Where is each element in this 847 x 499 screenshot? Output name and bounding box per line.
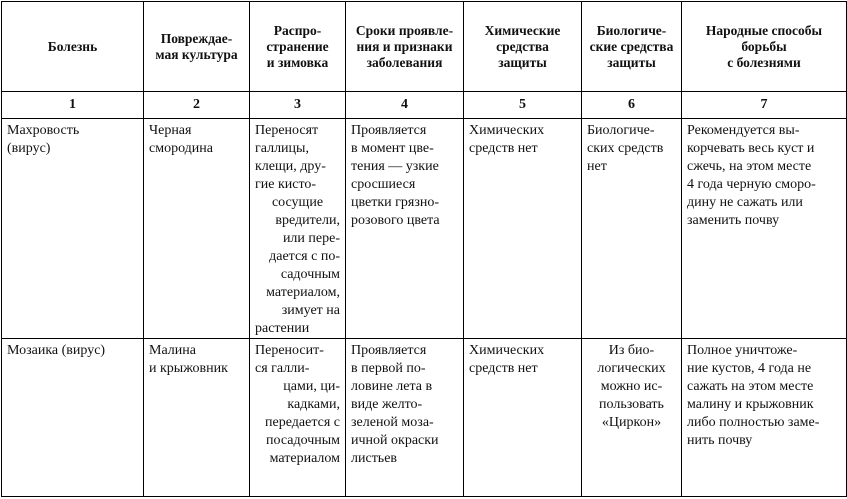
cell-line: передается с [265, 415, 340, 430]
header-line: и зимовка [266, 54, 329, 70]
cell-line: дается с по- [269, 249, 340, 264]
header-line: с болезнями [727, 54, 801, 70]
cell-line: либо полностью заме- [687, 415, 820, 430]
cell-line: цами, ци- [283, 379, 340, 394]
header-line: борьбы [741, 38, 787, 54]
cell-line: Переносят [255, 123, 319, 138]
column-number: 2 [144, 92, 250, 119]
header-line: заболевания [366, 54, 443, 70]
cell-line: «Циркон» [601, 415, 662, 430]
header-line: ния и признаки [356, 38, 453, 54]
column-number: 4 [346, 92, 464, 119]
table-row [2, 339, 847, 497]
cell-line: материалом, [266, 285, 340, 300]
cell-line: нить почву [687, 433, 753, 448]
header-folk [682, 2, 847, 92]
cell-line: логических [597, 361, 666, 376]
column-number: 1 [2, 92, 144, 119]
cell-line: гие кисто- [255, 177, 317, 192]
cell-line: пользовать [599, 397, 664, 412]
cell-line: виде желто- [351, 397, 423, 412]
cell-line: кадками, [287, 397, 340, 412]
header-biological [582, 2, 682, 92]
cell-line: сросшиеся [351, 177, 416, 192]
disease-table [1, 1, 847, 497]
cell-line: Химических [469, 123, 545, 138]
header-line: Народные способы [705, 22, 823, 38]
cell-line: в момент цве- [351, 141, 434, 156]
header-line: ские средства [589, 38, 674, 54]
cell-line: Рекомендуется вы- [687, 123, 800, 138]
header-line: мая культура [155, 46, 238, 62]
cell-symptoms [346, 339, 464, 497]
header-spread [250, 2, 346, 92]
cell-line: растении [255, 321, 310, 336]
cell-line: сосущие [271, 195, 324, 210]
cell-line: нет [587, 159, 607, 174]
cell-line: галлицы, [255, 141, 309, 156]
header-line: средства [496, 38, 549, 54]
cell-line: ских средств [587, 141, 664, 156]
cell-folk [682, 119, 847, 339]
header-line: Биологиче- [596, 22, 667, 38]
cell-line: или пере- [282, 231, 340, 246]
table-row [2, 119, 847, 339]
cell-line: розового цвета [351, 213, 440, 228]
cell-line: заменить почву [687, 213, 780, 228]
cell-line: материалом [269, 451, 340, 466]
header-row [2, 2, 847, 92]
cell-spread [250, 119, 346, 339]
cell-line: сжечь, на этом месте [687, 159, 812, 174]
cell-line: садочным [280, 267, 340, 282]
cell-line: в первой по- [351, 361, 426, 376]
header-crop [144, 2, 250, 92]
cell-chemical [464, 119, 582, 339]
cell-disease [2, 119, 144, 339]
cell-line: дину не сажать или [687, 195, 803, 210]
cell-line: малину и крыжовник [687, 397, 814, 412]
cell-line: Малина [149, 343, 196, 358]
header-disease [2, 2, 144, 92]
cell-line: ичной окраски [351, 433, 439, 448]
cell-line: средств нет [469, 141, 538, 156]
cell-line: Черная [149, 123, 192, 138]
cell-line: цветки грязно- [351, 195, 440, 210]
cell-line: клещи, дру- [255, 159, 326, 174]
cell-line: Биологиче- [587, 123, 655, 138]
cell-line: зимует на [281, 303, 340, 318]
header-line: Химические [484, 22, 561, 38]
column-number: 3 [250, 92, 346, 119]
header-line: Распро- [273, 22, 322, 38]
cell-spread [250, 339, 346, 497]
cell-line: посадочным [266, 433, 340, 448]
cell-chemical [464, 339, 582, 497]
header-line: Сроки проявле- [355, 22, 454, 38]
column-number: 5 [464, 92, 582, 119]
cell-folk [682, 339, 847, 497]
header-line: Болезнь [47, 38, 98, 54]
cell-line: зеленой моза- [351, 415, 434, 430]
cell-line: Переносит- [255, 343, 324, 358]
cell-line: ние кустов, 4 года не [687, 361, 812, 376]
cell-line: листьев [351, 451, 398, 466]
cell-line: смородина [149, 141, 213, 156]
cell-line: и крыжовник [149, 361, 228, 376]
cell-line: ловине лета в [351, 379, 433, 394]
cell-line: вредители, [275, 213, 340, 228]
cell-line: Из био- [608, 343, 655, 358]
column-number: 6 [582, 92, 682, 119]
header-chemical [464, 2, 582, 92]
cell-line: сажать на этом месте [687, 379, 814, 394]
cell-line: тения — узкие [351, 159, 439, 174]
cell-line: Проявляется [351, 123, 427, 138]
cell-biological [582, 119, 682, 339]
header-line: защиты [498, 54, 547, 70]
header-line: Повреждае- [160, 30, 233, 46]
cell-crop [144, 339, 250, 497]
cell-line: средств нет [469, 361, 538, 376]
cell-line: Мозаика (вирус) [7, 343, 106, 358]
cell-line: корчевать весь куст и [687, 141, 815, 156]
header-symptoms [346, 2, 464, 92]
cell-line: Проявляется [351, 343, 427, 358]
cell-line: Полное уничтоже- [687, 343, 798, 358]
cell-crop [144, 119, 250, 339]
column-number: 7 [682, 92, 847, 119]
cell-line: можно ис- [600, 379, 663, 394]
cell-biological [582, 339, 682, 497]
header-line: защиты [607, 54, 656, 70]
cell-symptoms [346, 119, 464, 339]
cell-line: Химических [469, 343, 545, 358]
cell-line: Махровость [7, 123, 80, 138]
header-line: странение [266, 38, 329, 54]
cell-disease [2, 339, 144, 497]
cell-line: ся галли- [255, 361, 310, 376]
cell-line: (вирус) [7, 141, 51, 156]
column-number-row [2, 92, 847, 119]
cell-line: 4 года черную сморо- [687, 177, 816, 192]
